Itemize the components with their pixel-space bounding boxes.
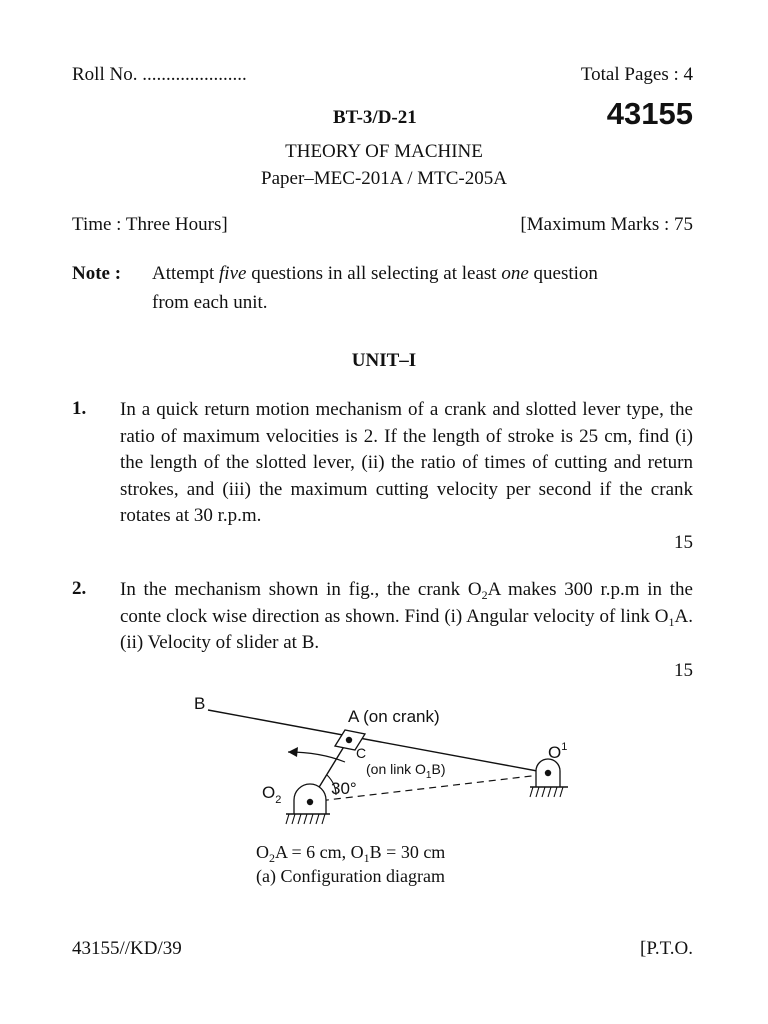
label-o1: $O^1$	[548, 741, 568, 762]
label-a: A (on crank)	[348, 707, 440, 726]
figure-caption: (a) Configuration diagram	[256, 866, 445, 886]
time-allowed: Time : Three Hours]	[72, 214, 228, 235]
question-2-text	[120, 577, 693, 657]
paper-number: 43155	[606, 96, 693, 131]
note-text-c: question	[528, 263, 598, 284]
note-label: Note :	[72, 263, 122, 284]
q2-text-a: In the mechanism shown in fig., the crank O	[120, 579, 482, 600]
note-one: one	[501, 263, 529, 284]
note-line-2: from each unit.	[152, 292, 268, 313]
label-angle: 30°	[331, 779, 357, 798]
figure-dimensions: $O_2A = 6$ cm, $O_1B = 30$ cm	[256, 842, 446, 865]
label-b: B	[194, 694, 206, 713]
note-text-a: Attempt	[152, 263, 220, 284]
q2-text-b: A makes 300 r.p.m in the conte clock wise direction as shown. Find (i) Angular velocity of link O	[120, 579, 693, 627]
question-1-marks: 15	[674, 532, 693, 553]
question-2-marks: 15	[674, 660, 693, 681]
note-text	[152, 263, 598, 285]
question-2-number: 2.	[72, 578, 87, 599]
footer-pto: [P.T.O.	[640, 938, 693, 959]
rotation-arrow	[288, 747, 298, 757]
question-1-number: 1.	[72, 398, 87, 419]
footer-code: 43155//KD/39	[72, 938, 182, 959]
label-c: C	[356, 745, 367, 761]
note-five: five	[219, 263, 247, 284]
note-text-b: questions in all selecting at least	[246, 263, 502, 284]
joint-a	[346, 737, 352, 743]
label-on-link: (on link $O_1B$)	[366, 761, 446, 781]
joint-o2	[307, 799, 313, 805]
o1-hatching	[530, 787, 563, 797]
q2-sub-b: 1	[668, 614, 675, 629]
o2-hatching	[286, 814, 325, 824]
subject-title: THEORY OF MACHINE	[285, 141, 483, 162]
q2-text-c: A. (ii) Velocity of slider at B.	[120, 605, 693, 654]
paper-code: Paper–MEC-201A / MTC-205A	[261, 168, 507, 189]
q2-sub-a: 2	[481, 588, 488, 602]
unit-heading: UNIT–I	[351, 350, 417, 371]
question-1-text: In a quick return motion mechanism of a crank and slotted lever type, the ratio of maximum velocities is 2. If the length of stroke is 25 cm, find (i) the length of the slotted lever, (ii) the ratio of times of cutting and return strokes, and (iii) the maximum cutting velocity per second if the crank rotates at 30 r.p.m.	[120, 399, 693, 527]
total-pages: Total Pages : 4	[580, 64, 693, 85]
exam-code: BT-3/D-21	[333, 107, 417, 128]
joint-o1	[545, 770, 551, 776]
maximum-marks: [Maximum Marks : 75	[520, 214, 693, 235]
label-o2: $O_2$	[262, 783, 282, 806]
roll-no: Roll No. ......................	[72, 64, 247, 85]
configuration-diagram	[190, 692, 580, 897]
